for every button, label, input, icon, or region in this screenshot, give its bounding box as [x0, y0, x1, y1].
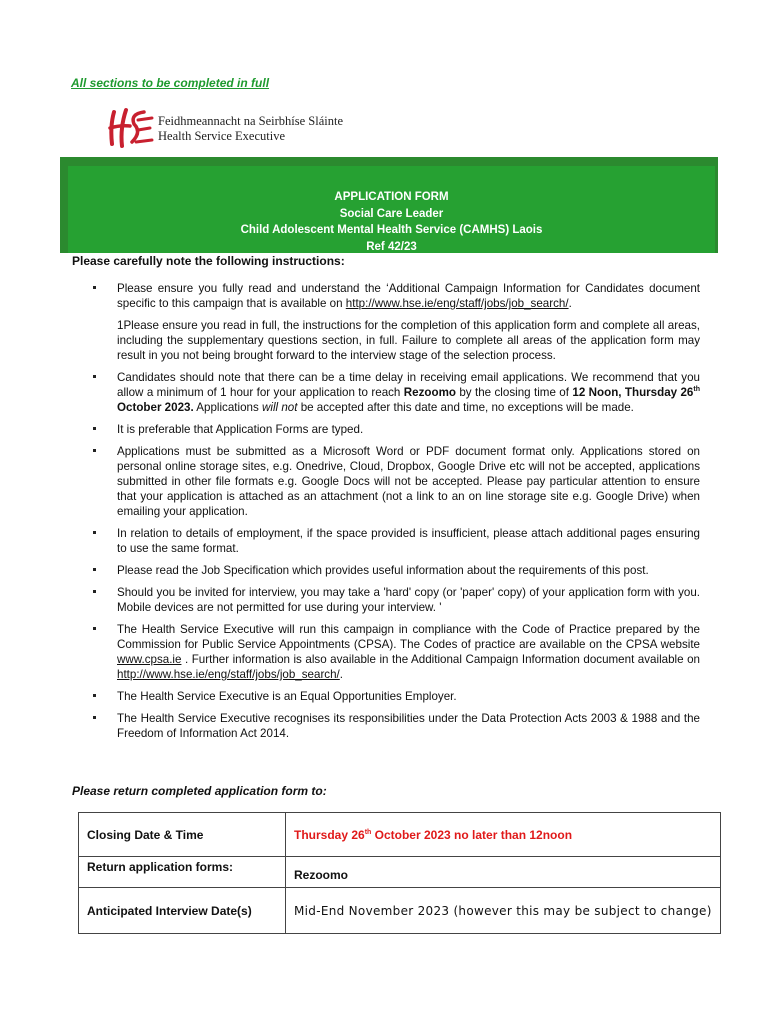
service-name: Child Adolescent Mental Health Service (CAMHS) Laois [240, 224, 543, 236]
return-details-table [78, 812, 721, 934]
table-row [79, 888, 721, 934]
closing-date-label: Closing Date & Time [79, 813, 286, 857]
list-item: Please ensure you fully read and understand the ‘Additional Campaign Information for Candidates document specific to this campaign that is available on http://www.hse.ie/eng/staff/jobs/job_search/. 1Please ensure you read in full, the instructions for the completion of this application form and complete all areas, including the supplementary questions section, in full. Failure to complete all areas of the application form may result in you not being brought forward to the interview stage of the selection process. [90, 281, 700, 363]
interview-date-value: Mid-End November 2023 (however this may be subject to change) [286, 888, 721, 934]
hse-logo-mark-icon [106, 106, 156, 150]
cpsa-link[interactable]: www.cpsa.ie [117, 653, 182, 666]
list-item: Applications must be submitted as a Microsoft Word or PDF document format only. Applications stored on personal online storage sites, e.g. Onedrive, Cloud, Dropbox, Google Drive etc will not be accepted, applications submitted in other file formats e.g. Google Docs will not be accepted. Please pay particular attention to ensure that your application is attached as an attachment (not a link to an on line storage site e.g. Google Drive) when emailing your application. [90, 444, 700, 519]
logo-english-name: Health Service Executive [158, 129, 286, 143]
list-item: In relation to details of employment, if the space provided is insufficient, please attach additional pages ensuring to use the same format. [90, 526, 700, 556]
list-item: Please read the Job Specification which provides useful information about the requirements of this post. [90, 563, 700, 578]
list-item: Candidates should note that there can be a time delay in receiving email applications. We recommend that you allow a minimum of 1 hour for your application to reach Rezoomo by the closing time of 12 Noon, Thursday 26th October 2023. Applications will not be accepted after this date and time, no exceptions will be made. [90, 370, 700, 415]
job-search-link[interactable]: http://www.hse.ie/eng/staff/jobs/job_search/ [345, 297, 569, 310]
form-header-banner [60, 157, 718, 253]
interview-date-label: Anticipated Interview Date(s) [79, 888, 286, 934]
instructions-heading: Please carefully note the following instructions: [72, 254, 345, 268]
closing-date-value: Thursday 26th October 2023 no later than 12noon [286, 813, 721, 857]
return-heading: Please return completed application form to: [72, 784, 327, 798]
role-title: Social Care Leader [339, 207, 444, 220]
completion-notice: All sections to be completed in full [71, 76, 270, 90]
return-forms-value: Rezoomo [286, 857, 721, 888]
list-item: It is preferable that Application Forms are typed. [90, 422, 700, 437]
form-title: APPLICATION FORM [334, 191, 449, 203]
list-item: The Health Service Executive will run this campaign in compliance with the Code of Practice prepared by the Commission for Public Service Appointments (CPSA). The Codes of practice are available on the CPSA website www.cpsa.ie . Further information is also available in the Additional Campaign Information document available on http://www.hse.ie/eng/staff/jobs/job_search/. [90, 622, 700, 682]
job-search-link[interactable]: http://www.hse.ie/eng/staff/jobs/job_search/ [117, 668, 340, 681]
hse-logo [106, 106, 344, 150]
reference-number: Ref 42/23 [366, 240, 417, 253]
table-row [79, 813, 721, 857]
list-item: The Health Service Executive is an Equal Opportunities Employer. [90, 689, 700, 704]
list-item: Should you be invited for interview, you may take a 'hard' copy (or 'paper' copy) of your application form with you. Mobile devices are not permitted for use during your interview. ' [90, 585, 700, 615]
table-row [79, 857, 721, 888]
list-item: The Health Service Executive recognises its responsibilities under the Data Protection Acts 2003 & 1988 and the Freedom of Information Act 2014. [90, 711, 700, 741]
logo-irish-name: Feidhmeannacht na Seirbhíse Sláinte [158, 114, 344, 128]
instructions-list [90, 281, 700, 748]
return-forms-label: Return application forms: [79, 857, 286, 888]
